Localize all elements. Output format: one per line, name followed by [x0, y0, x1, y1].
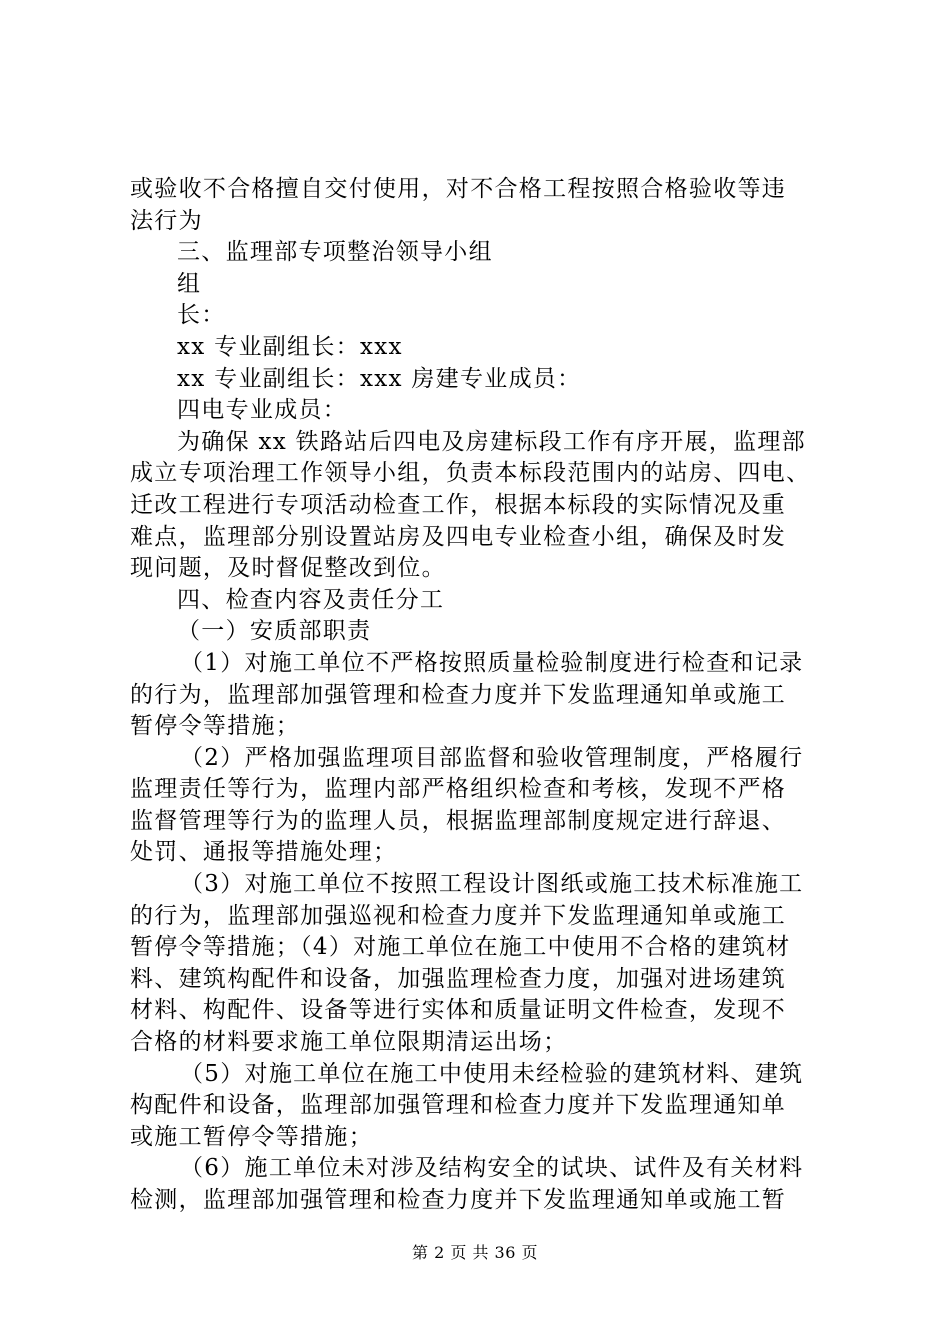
text-line: （一）安质部职责: [177, 618, 372, 645]
text-line: 或施工暂停令等措施；: [130, 1123, 373, 1150]
text-line: 难点，监理部分别设置站房及四电专业检查小组，确保及时发: [130, 523, 787, 550]
text-line: 材料、构配件、设备等进行实体和质量证明文件检查，发现不: [130, 997, 787, 1024]
text-line: xx 专业副组长：xxx 房建专业成员：: [177, 365, 582, 392]
text-line: 构配件和设备，监理部加强管理和检查力度并下发监理通知单: [130, 1092, 787, 1119]
text-line: 法行为: [130, 207, 203, 234]
text-line: 处罚、通报等措施处理；: [130, 839, 398, 866]
text-line: 为确保 xx 铁路站后四电及房建标段工作有序开展，监理部: [177, 428, 806, 455]
text-line: 暂停令等措施；（4）对施工单位在施工中使用不合格的建筑材: [130, 934, 791, 961]
text-line: 组: [177, 270, 202, 297]
text-line: 的行为，监理部加强巡视和检查力度并下发监理通知单或施工: [130, 902, 787, 929]
text-line: （5）对施工单位在施工中使用未经检验的建筑材料、建筑: [180, 1060, 804, 1087]
text-line: （2）严格加强监理项目部监督和验收管理制度，严格履行: [180, 744, 804, 771]
text-line: 合格的材料要求施工单位限期清运出场；: [130, 1029, 568, 1056]
text-line: 暂停令等措施；: [130, 713, 301, 740]
text-line: 或验收不合格擅自交付使用，对不合格工程按照合格验收等违: [130, 176, 787, 202]
text-line: （1）对施工单位不严格按照质量检验制度进行检查和记录: [180, 649, 804, 676]
text-line: 三、监理部专项整治领导小组: [177, 239, 493, 266]
text-line: 四电专业成员：: [177, 397, 348, 424]
text-line: 的行为，监理部加强管理和检查力度并下发监理通知单或施工: [130, 681, 787, 708]
page-footer: 第 2 页 共 36 页: [412, 1243, 538, 1262]
text-line: （6）施工单位未对涉及结构安全的试块、试件及有关材料: [180, 1155, 804, 1182]
text-line: 料、建筑构配件和设备，加强监理检查力度，加强对进场建筑: [130, 965, 787, 992]
text-line: 监督管理等行为的监理人员，根据监理部制度规定进行辞退、: [130, 807, 787, 834]
text-line: 长：: [177, 302, 226, 329]
text-line: 四、检查内容及责任分工: [177, 586, 445, 613]
document-body: [130, 174, 830, 1217]
text-line: 现问题，及时督促整改到位。: [130, 555, 446, 582]
text-line: xx 专业副组长：xxx: [177, 333, 403, 360]
text-line: 成立专项治理工作领导小组，负责本标段范围内的站房、四电、: [130, 460, 811, 487]
text-line: 监理责任等行为，监理内部严格组织检查和考核，发现不严格: [130, 776, 787, 803]
text-line: 检测，监理部加强管理和检查力度并下发监理通知单或施工暂: [130, 1187, 787, 1213]
text-line: （3）对施工单位不按照工程设计图纸或施工技术标准施工: [180, 871, 804, 898]
text-line: 迁改工程进行专项活动检查工作，根据本标段的实际情况及重: [130, 491, 787, 518]
